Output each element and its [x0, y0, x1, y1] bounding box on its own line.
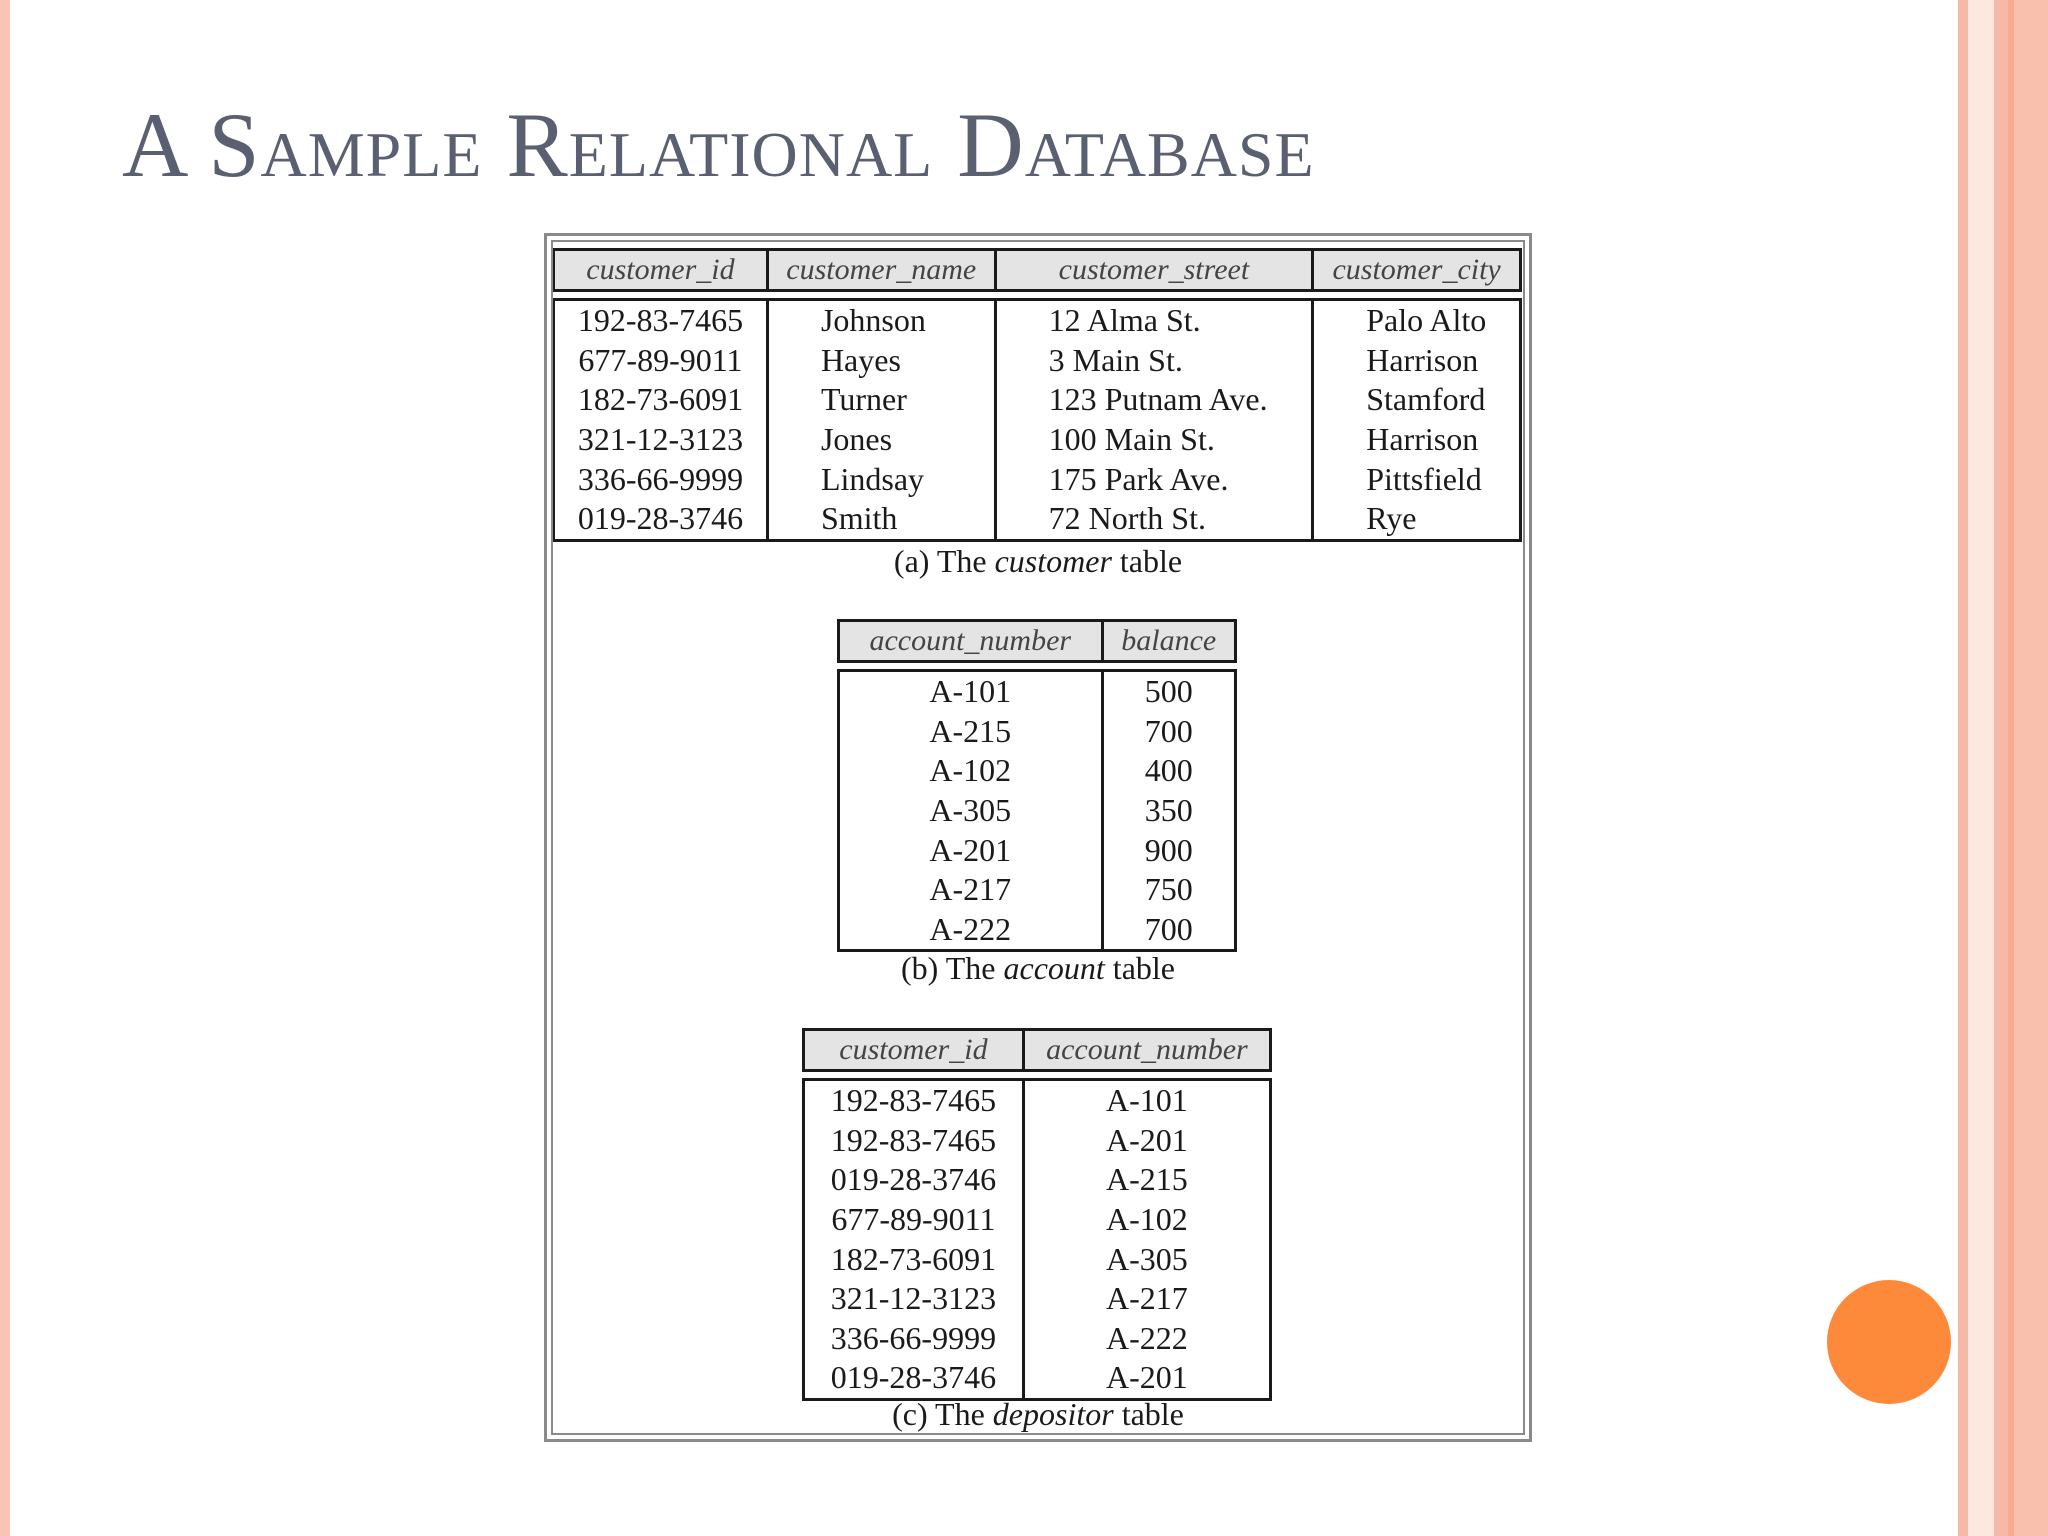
table-cell: Pittsfield — [1314, 459, 1522, 499]
table-cell: 900 — [1104, 830, 1237, 870]
account-table — [837, 619, 1237, 952]
table-cell: Rye — [1314, 499, 1522, 542]
table-cell: A-305 — [1025, 1239, 1272, 1279]
depositor-table — [802, 1028, 1272, 1401]
table-cell: A-217 — [837, 870, 1104, 910]
table-row — [802, 1078, 1272, 1121]
table-cell: 182-73-6091 — [552, 380, 769, 420]
table-cell: A-201 — [1025, 1121, 1272, 1161]
table-cell: A-305 — [837, 791, 1104, 831]
table-row — [802, 1160, 1272, 1200]
customer-table — [552, 248, 1522, 542]
table-cell: 192-83-7465 — [552, 298, 769, 341]
table-row — [837, 830, 1237, 870]
table-header-row — [552, 248, 1522, 292]
column-header: account_number — [1025, 1028, 1272, 1072]
table-row — [802, 1121, 1272, 1161]
table-cell: 12 Alma St. — [997, 298, 1315, 341]
column-header: account_number — [837, 619, 1104, 663]
caption-table-name: account — [1003, 950, 1105, 986]
table-cell: A-101 — [837, 669, 1104, 712]
left-decorative-bar — [0, 0, 22, 1536]
table-cell: 500 — [1104, 669, 1237, 712]
table-cell: Harrison — [1314, 420, 1522, 460]
table-cell: 019-28-3746 — [552, 499, 769, 542]
orange-circle-decoration — [1827, 1280, 1951, 1404]
table-row — [802, 1319, 1272, 1359]
table-cell: A-222 — [837, 910, 1104, 953]
account-table-caption — [547, 950, 1529, 987]
column-header: customer_street — [997, 248, 1315, 292]
table-cell: 182-73-6091 — [802, 1239, 1025, 1279]
table-cell: 321-12-3123 — [552, 420, 769, 460]
table-cell: Stamford — [1314, 380, 1522, 420]
table-cell: 336-66-9999 — [802, 1319, 1025, 1359]
slide-title: A Sample Relational Database — [122, 94, 1315, 196]
table-row — [552, 341, 1522, 381]
caption-suffix: table — [1113, 1396, 1184, 1432]
table-cell: 350 — [1104, 791, 1237, 831]
table-cell: 700 — [1104, 712, 1237, 752]
caption-prefix: (a) The — [893, 543, 995, 579]
table-row — [552, 380, 1522, 420]
table-cell: A-217 — [1025, 1279, 1272, 1319]
column-header: customer_name — [769, 248, 997, 292]
right-decorative-stripes — [1958, 0, 2048, 1536]
caption-suffix: table — [1111, 543, 1183, 579]
caption-prefix: (c) The — [892, 1396, 993, 1432]
table-cell: 019-28-3746 — [802, 1160, 1025, 1200]
table-cell: 336-66-9999 — [552, 459, 769, 499]
table-cell: Lindsay — [769, 459, 997, 499]
table-row — [837, 751, 1237, 791]
caption-table-name: customer — [994, 543, 1112, 579]
table-row — [802, 1358, 1272, 1401]
table-cell: Harrison — [1314, 341, 1522, 381]
table-cell: 175 Park Ave. — [997, 459, 1315, 499]
table-cell: Hayes — [769, 341, 997, 381]
table-cell: A-102 — [837, 751, 1104, 791]
table-header-row — [837, 619, 1237, 663]
depositor-table-caption — [547, 1396, 1529, 1433]
table-row — [552, 420, 1522, 460]
table-cell: 192-83-7465 — [802, 1078, 1025, 1121]
table-cell: A-215 — [1025, 1160, 1272, 1200]
table-cell: 3 Main St. — [997, 341, 1315, 381]
table-cell: 677-89-9011 — [802, 1200, 1025, 1240]
database-figure — [544, 233, 1532, 1442]
column-header: customer_id — [802, 1028, 1025, 1072]
table-row — [802, 1239, 1272, 1279]
caption-suffix: table — [1104, 950, 1175, 986]
table-cell: 677-89-9011 — [552, 341, 769, 381]
table-cell: A-222 — [1025, 1319, 1272, 1359]
table-cell: 400 — [1104, 751, 1237, 791]
column-header: customer_city — [1314, 248, 1522, 292]
table-cell: 700 — [1104, 910, 1237, 953]
table-row — [837, 870, 1237, 910]
table-cell: Jones — [769, 420, 997, 460]
table-row — [552, 499, 1522, 542]
table-row — [837, 791, 1237, 831]
table-cell: 123 Putnam Ave. — [997, 380, 1315, 420]
table-cell: 100 Main St. — [997, 420, 1315, 460]
table-cell: 019-28-3746 — [802, 1358, 1025, 1401]
table-row — [837, 669, 1237, 712]
table-cell: 192-83-7465 — [802, 1121, 1025, 1161]
table-row — [802, 1279, 1272, 1319]
column-header: customer_id — [552, 248, 769, 292]
column-header: balance — [1104, 619, 1237, 663]
table-row — [552, 298, 1522, 341]
caption-prefix: (b) The — [901, 950, 1004, 986]
table-row — [837, 712, 1237, 752]
table-cell: A-102 — [1025, 1200, 1272, 1240]
table-cell: A-201 — [837, 830, 1104, 870]
table-cell: 72 North St. — [997, 499, 1315, 542]
table-row — [837, 910, 1237, 953]
table-cell: A-201 — [1025, 1358, 1272, 1401]
customer-table-caption — [547, 543, 1529, 580]
table-row — [552, 459, 1522, 499]
table-cell: 321-12-3123 — [802, 1279, 1025, 1319]
caption-table-name: depositor — [992, 1396, 1114, 1432]
table-cell: Palo Alto — [1314, 298, 1522, 341]
table-row — [802, 1200, 1272, 1240]
table-header-row — [802, 1028, 1272, 1072]
table-cell: 750 — [1104, 870, 1237, 910]
table-cell: A-101 — [1025, 1078, 1272, 1121]
table-cell: Smith — [769, 499, 997, 542]
table-cell: A-215 — [837, 712, 1104, 752]
table-cell: Johnson — [769, 298, 997, 341]
table-cell: Turner — [769, 380, 997, 420]
